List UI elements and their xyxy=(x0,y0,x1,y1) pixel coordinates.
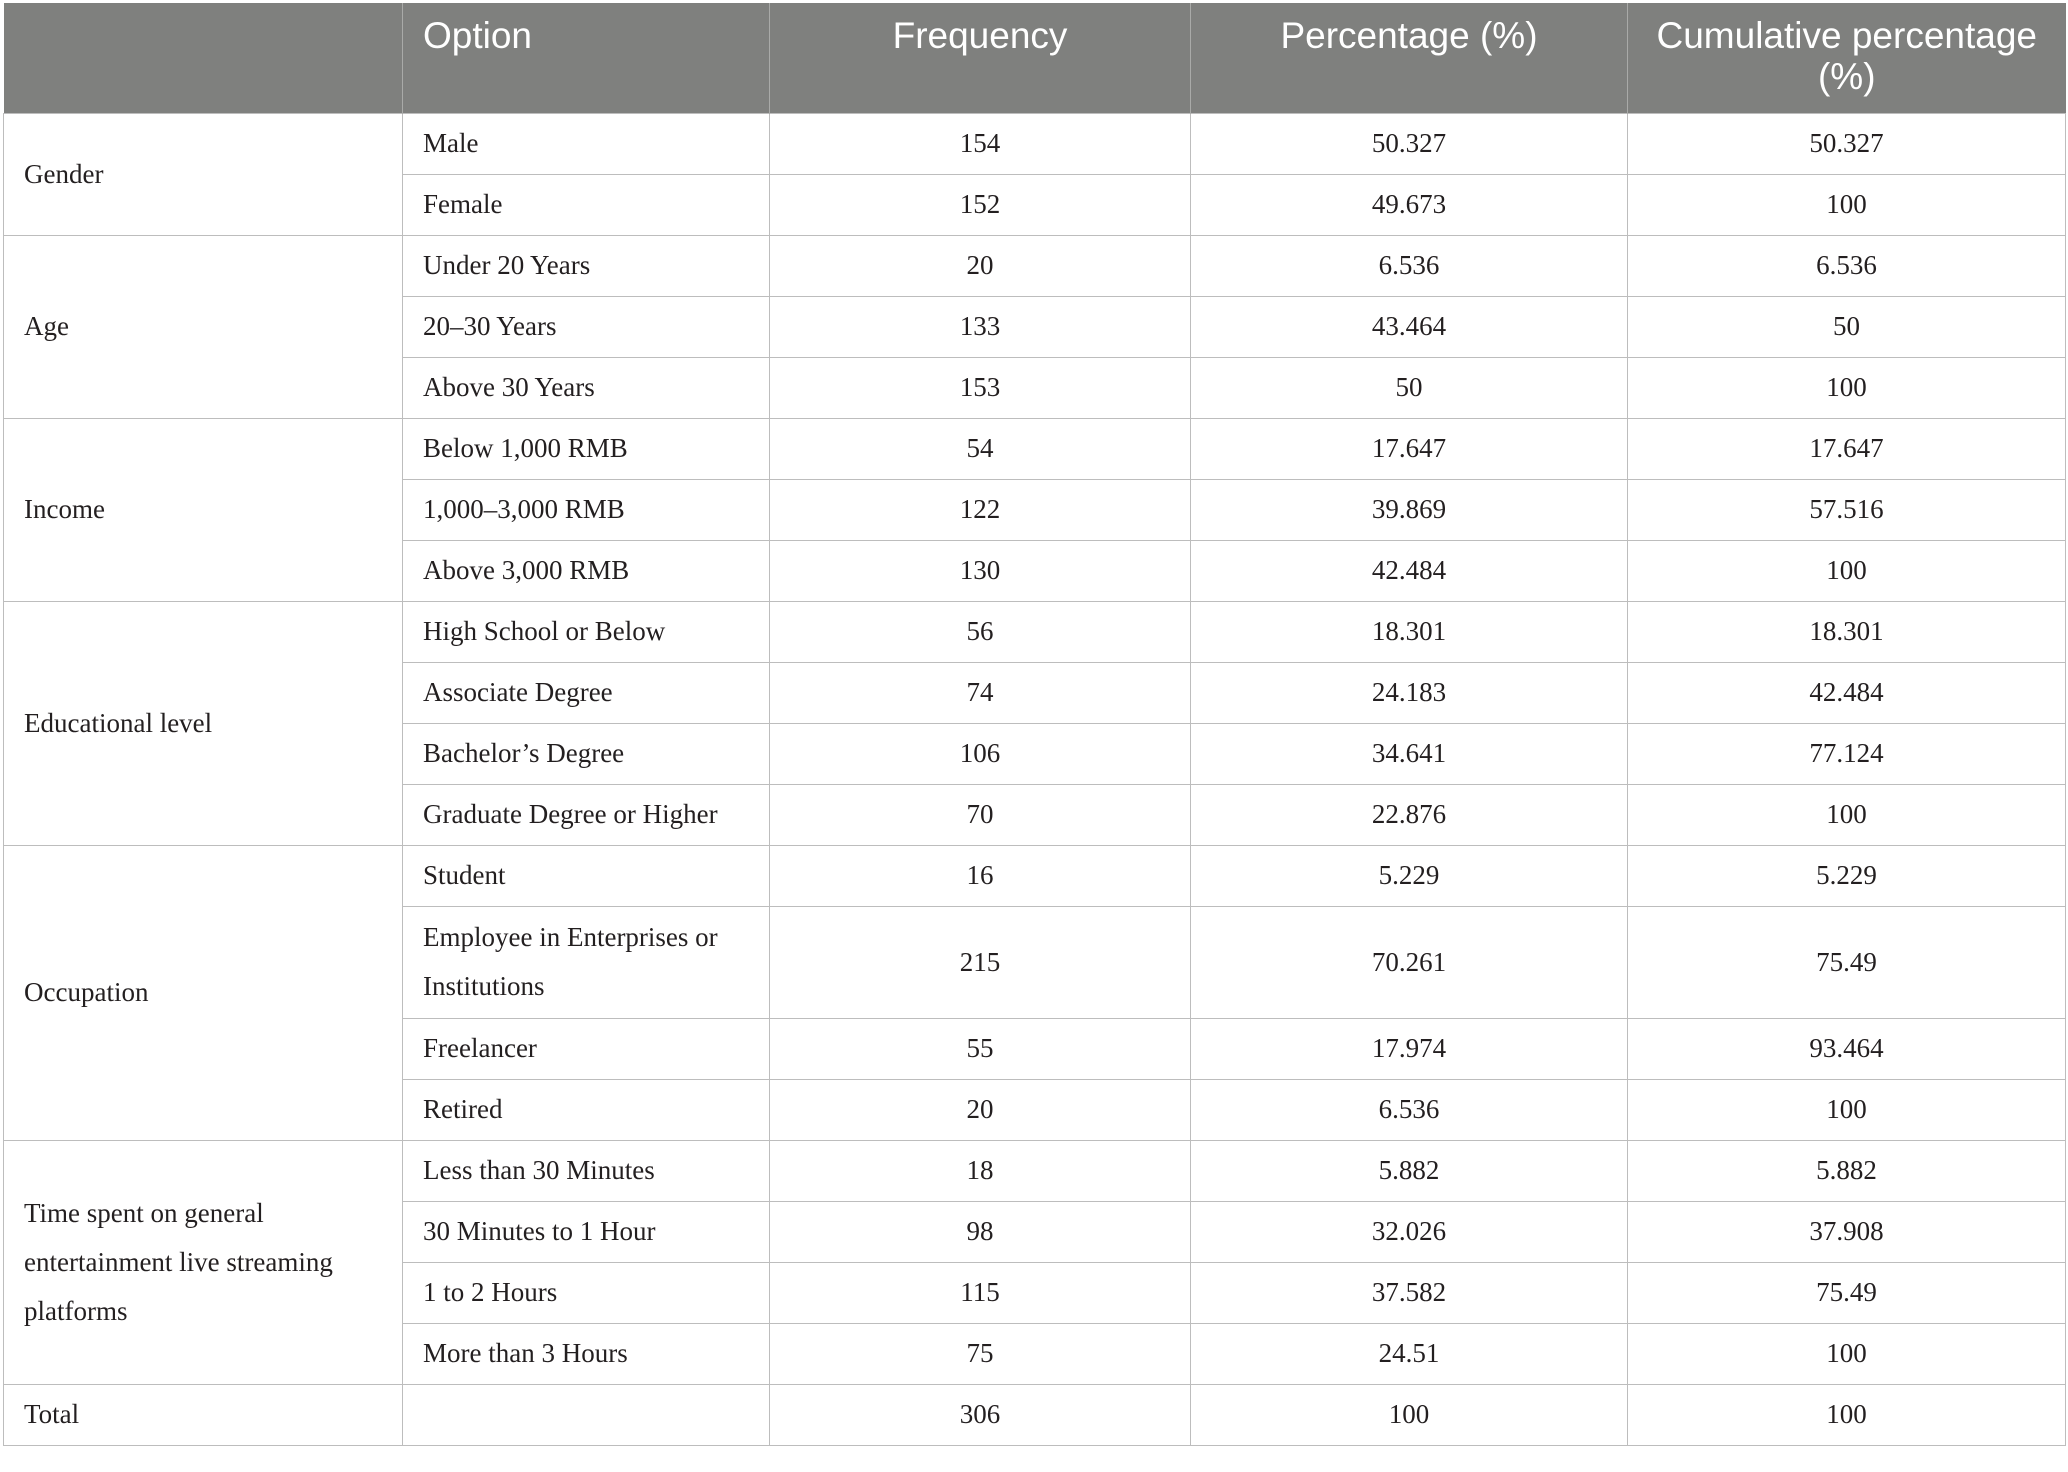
percentage-cell: 24.51 xyxy=(1191,1323,1628,1384)
percentage-cell: 17.647 xyxy=(1191,418,1628,479)
percentage-cell: 34.641 xyxy=(1191,723,1628,784)
table-row xyxy=(4,418,2066,479)
cumulative-cell: 100 xyxy=(1628,174,2066,235)
percentage-cell: 50.327 xyxy=(1191,113,1628,174)
option-cell: Above 3,000 RMB xyxy=(403,540,770,601)
percentage-cell: 32.026 xyxy=(1191,1201,1628,1262)
table-row xyxy=(4,1384,2066,1445)
cumulative-cell: 42.484 xyxy=(1628,662,2066,723)
category-cell: Educational level xyxy=(4,601,403,845)
option-cell: Under 20 Years xyxy=(403,235,770,296)
percentage-cell: 6.536 xyxy=(1191,1079,1628,1140)
category-cell: Income xyxy=(4,418,403,601)
cumulative-cell: 5.229 xyxy=(1628,845,2066,906)
category-cell: Total xyxy=(4,1384,403,1445)
frequency-cell: 20 xyxy=(770,1079,1191,1140)
cumulative-cell: 75.49 xyxy=(1628,906,2066,1018)
table-container xyxy=(3,3,2065,1446)
option-cell: Employee in Enterprises or Institutions xyxy=(403,906,770,1018)
option-cell: More than 3 Hours xyxy=(403,1323,770,1384)
cumulative-cell: 100 xyxy=(1628,1079,2066,1140)
header-category xyxy=(4,3,403,113)
percentage-cell: 37.582 xyxy=(1191,1262,1628,1323)
frequency-cell: 152 xyxy=(770,174,1191,235)
category-cell: Occupation xyxy=(4,845,403,1140)
option-cell: Below 1,000 RMB xyxy=(403,418,770,479)
cumulative-cell: 50.327 xyxy=(1628,113,2066,174)
frequency-cell: 70 xyxy=(770,784,1191,845)
frequency-cell: 130 xyxy=(770,540,1191,601)
demographics-table xyxy=(3,3,2066,1446)
table-row xyxy=(4,235,2066,296)
percentage-cell: 24.183 xyxy=(1191,662,1628,723)
cumulative-cell: 77.124 xyxy=(1628,723,2066,784)
cumulative-cell: 100 xyxy=(1628,540,2066,601)
option-cell: Associate Degree xyxy=(403,662,770,723)
category-cell: Time spent on general entertainment live streaming platforms xyxy=(4,1140,403,1384)
frequency-cell: 20 xyxy=(770,235,1191,296)
option-cell: Retired xyxy=(403,1079,770,1140)
header-frequency: Frequency xyxy=(770,3,1191,113)
percentage-cell: 39.869 xyxy=(1191,479,1628,540)
option-cell: Student xyxy=(403,845,770,906)
frequency-cell: 54 xyxy=(770,418,1191,479)
option-cell xyxy=(403,1384,770,1445)
table-row xyxy=(4,845,2066,906)
frequency-cell: 16 xyxy=(770,845,1191,906)
percentage-cell: 42.484 xyxy=(1191,540,1628,601)
cumulative-cell: 18.301 xyxy=(1628,601,2066,662)
cumulative-cell: 93.464 xyxy=(1628,1018,2066,1079)
frequency-cell: 106 xyxy=(770,723,1191,784)
cumulative-cell: 100 xyxy=(1628,1384,2066,1445)
frequency-cell: 56 xyxy=(770,601,1191,662)
frequency-cell: 98 xyxy=(770,1201,1191,1262)
frequency-cell: 122 xyxy=(770,479,1191,540)
percentage-cell: 50 xyxy=(1191,357,1628,418)
option-cell: Bachelor’s Degree xyxy=(403,723,770,784)
option-cell: Freelancer xyxy=(403,1018,770,1079)
category-cell: Gender xyxy=(4,113,403,235)
percentage-cell: 5.882 xyxy=(1191,1140,1628,1201)
table-header xyxy=(4,3,2066,113)
percentage-cell: 6.536 xyxy=(1191,235,1628,296)
cumulative-cell: 100 xyxy=(1628,357,2066,418)
percentage-cell: 43.464 xyxy=(1191,296,1628,357)
option-cell: Less than 30 Minutes xyxy=(403,1140,770,1201)
category-cell: Age xyxy=(4,235,403,418)
table-row xyxy=(4,1140,2066,1201)
header-percentage: Percentage (%) xyxy=(1191,3,1628,113)
percentage-cell: 5.229 xyxy=(1191,845,1628,906)
frequency-cell: 153 xyxy=(770,357,1191,418)
cumulative-cell: 100 xyxy=(1628,784,2066,845)
table-row xyxy=(4,113,2066,174)
option-cell: 1 to 2 Hours xyxy=(403,1262,770,1323)
cumulative-cell: 75.49 xyxy=(1628,1262,2066,1323)
header-option: Option xyxy=(403,3,770,113)
cumulative-cell: 37.908 xyxy=(1628,1201,2066,1262)
percentage-cell: 17.974 xyxy=(1191,1018,1628,1079)
frequency-cell: 306 xyxy=(770,1384,1191,1445)
percentage-cell: 49.673 xyxy=(1191,174,1628,235)
frequency-cell: 18 xyxy=(770,1140,1191,1201)
option-cell: Female xyxy=(403,174,770,235)
percentage-cell: 70.261 xyxy=(1191,906,1628,1018)
percentage-cell: 100 xyxy=(1191,1384,1628,1445)
option-cell: Male xyxy=(403,113,770,174)
cumulative-cell: 50 xyxy=(1628,296,2066,357)
frequency-cell: 215 xyxy=(770,906,1191,1018)
frequency-cell: 55 xyxy=(770,1018,1191,1079)
table-body xyxy=(4,113,2066,1445)
cumulative-cell: 57.516 xyxy=(1628,479,2066,540)
cumulative-cell: 100 xyxy=(1628,1323,2066,1384)
option-cell: 30 Minutes to 1 Hour xyxy=(403,1201,770,1262)
cumulative-cell: 17.647 xyxy=(1628,418,2066,479)
header-cumulative: Cumulative percentage (%) xyxy=(1628,3,2066,113)
option-cell: 20–30 Years xyxy=(403,296,770,357)
frequency-cell: 133 xyxy=(770,296,1191,357)
option-cell: Graduate Degree or Higher xyxy=(403,784,770,845)
frequency-cell: 74 xyxy=(770,662,1191,723)
option-cell: High School or Below xyxy=(403,601,770,662)
frequency-cell: 75 xyxy=(770,1323,1191,1384)
percentage-cell: 22.876 xyxy=(1191,784,1628,845)
option-cell: 1,000–3,000 RMB xyxy=(403,479,770,540)
cumulative-cell: 5.882 xyxy=(1628,1140,2066,1201)
cumulative-cell: 6.536 xyxy=(1628,235,2066,296)
header-row xyxy=(4,3,2066,113)
table-row xyxy=(4,601,2066,662)
frequency-cell: 154 xyxy=(770,113,1191,174)
percentage-cell: 18.301 xyxy=(1191,601,1628,662)
option-cell: Above 30 Years xyxy=(403,357,770,418)
frequency-cell: 115 xyxy=(770,1262,1191,1323)
